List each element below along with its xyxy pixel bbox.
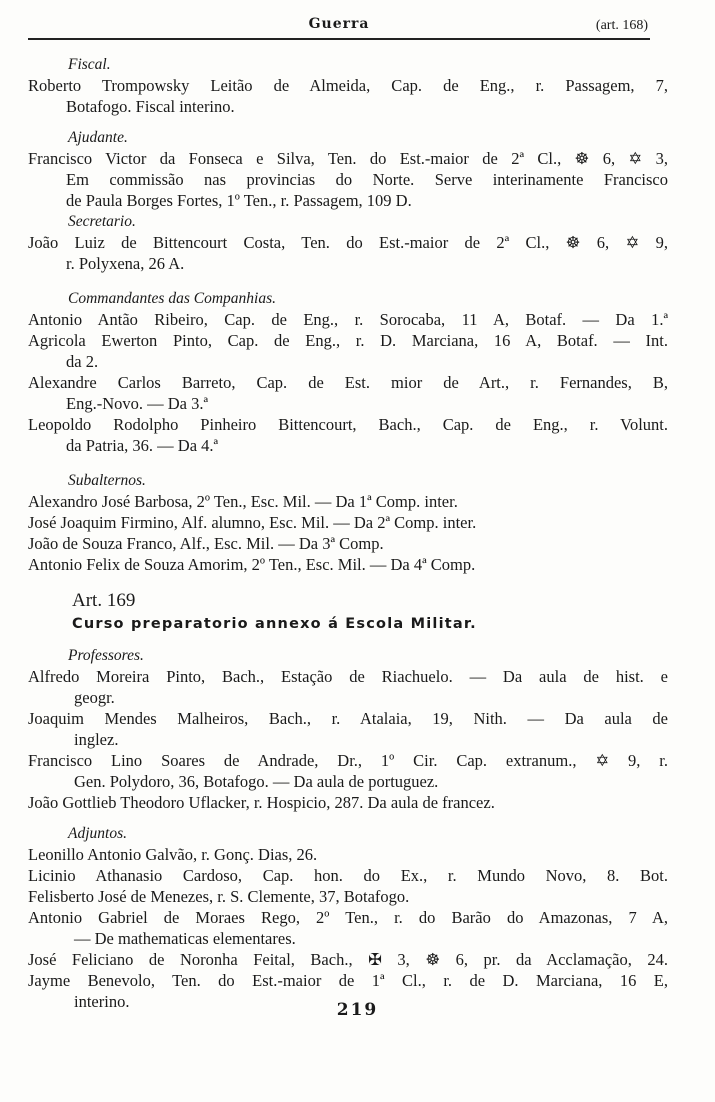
section-heading-secretario: Secretario. [68, 213, 136, 230]
article-label: Art. 169 [72, 590, 136, 611]
text-line: Jayme Benevolo, Ten. do Est.-maior de 1ª Cl., r. de D. Marciana, 16 E, [28, 971, 668, 990]
section-heading-professores: Professores. [68, 647, 144, 664]
text-line: Francisco Lino Soares de Andrade, Dr., 1º Cir. Cap. extranum., ✡ 9, r. [28, 751, 668, 770]
text-line: de Paula Borges Fortes, 1º Ten., r. Passagem, 109 D. [66, 191, 412, 210]
article-title: Curso preparatorio annexo á Escola Militar. [72, 616, 477, 632]
section-heading-ajudante: Ajudante. [68, 129, 128, 146]
text-line: Em commissão nas provincias do Norte. Serve interinamente Francisco [66, 170, 668, 189]
text-line: Eng.-Novo. — Da 3.ª [66, 394, 209, 413]
text-line: geogr. [74, 688, 115, 707]
text-line: r. Polyxena, 26 A. [66, 254, 185, 273]
text-line: inglez. [74, 730, 119, 749]
section-heading-subalternos: Subalternos. [68, 472, 146, 489]
text-line: da Patria, 36. — Da 4.ª [66, 436, 219, 455]
header-title: Guerra [308, 16, 370, 32]
page-number: 219 [336, 1000, 379, 1020]
text-line: José Joaquim Firmino, Alf. alumno, Esc. Mil. — Da 2ª Comp. inter. [28, 513, 477, 532]
text-line: Botafogo. Fiscal interino. [66, 97, 235, 116]
text-line: Licinio Athanasio Cardoso, Cap. hon. do Ex., r. Mundo Novo, 8. Bot. [28, 866, 668, 885]
section-heading-fiscal: Fiscal. [68, 56, 111, 73]
text-line: interino. [74, 992, 130, 1011]
text-line: João Gottlieb Theodoro Uflacker, r. Hospicio, 287. Da aula de francez. [28, 793, 495, 812]
text-line: Antonio Antão Ribeiro, Cap. de Eng., r. Sorocaba, 11 A, Botaf. — Da 1.ª [28, 310, 668, 329]
text-line: — De mathematicas elementares. [74, 929, 296, 948]
header-article-ref: (art. 168) [595, 18, 648, 33]
text-line: Alfredo Moreira Pinto, Bach., Estação de Riachuelo. — Da aula de hist. e [28, 667, 668, 686]
text-line: Alexandre Carlos Barreto, Cap. de Est. mior de Art., r. Fernandes, B, [28, 373, 668, 392]
text-line: Alexandro José Barbosa, 2º Ten., Esc. Mil. — Da 1ª Comp. inter. [28, 492, 458, 511]
page-header [28, 14, 650, 40]
section-heading-commandantes: Commandantes das Companhias. [68, 290, 276, 307]
text-line: João de Souza Franco, Alf., Esc. Mil. — Da 3ª Comp. [28, 534, 384, 553]
text-line: da 2. [66, 352, 99, 371]
text-line: Antonio Felix de Souza Amorim, 2º Ten., Esc. Mil. — Da 4ª Comp. [28, 555, 476, 574]
text-line: João Luiz de Bittencourt Costa, Ten. do Est.-maior de 2ª Cl., ☸ 6, ✡ 9, [28, 233, 668, 252]
text-line: Felisberto José de Menezes, r. S. Clemente, 37, Botafogo. [28, 887, 410, 906]
text-line: Agricola Ewerton Pinto, Cap. de Eng., r. D. Marciana, 16 A, Botaf. — Int. [28, 331, 668, 350]
text-line: Leopoldo Rodolpho Pinheiro Bittencourt, Bach., Cap. de Eng., r. Volunt. [28, 415, 668, 434]
text-line: Roberto Trompowsky Leitão de Almeida, Cap. de Eng., r. Passagem, 7, [28, 76, 668, 95]
text-line: Leonillo Antonio Galvão, r. Gonç. Dias, 26. [28, 845, 318, 864]
text-line: Antonio Gabriel de Moraes Rego, 2º Ten., r. do Barão do Amazonas, 7 A, [28, 908, 668, 927]
page-content [28, 54, 668, 1012]
text-line: Joaquim Mendes Malheiros, Bach., r. Atalaia, 19, Nith. — Da aula de [28, 709, 668, 728]
text-line: José Feliciano de Noronha Feital, Bach., ✠ 3, ☸ 6, pr. da Acclamação, 24. [28, 950, 668, 969]
text-line: Francisco Victor da Fonseca e Silva, Ten. do Est.-maior de 2ª Cl., ☸ 6, ✡ 3, [28, 149, 668, 168]
section-heading-adjuntos: Adjuntos. [68, 825, 127, 842]
text-line: Gen. Polydoro, 36, Botafogo. — Da aula de portuguez. [74, 772, 439, 791]
